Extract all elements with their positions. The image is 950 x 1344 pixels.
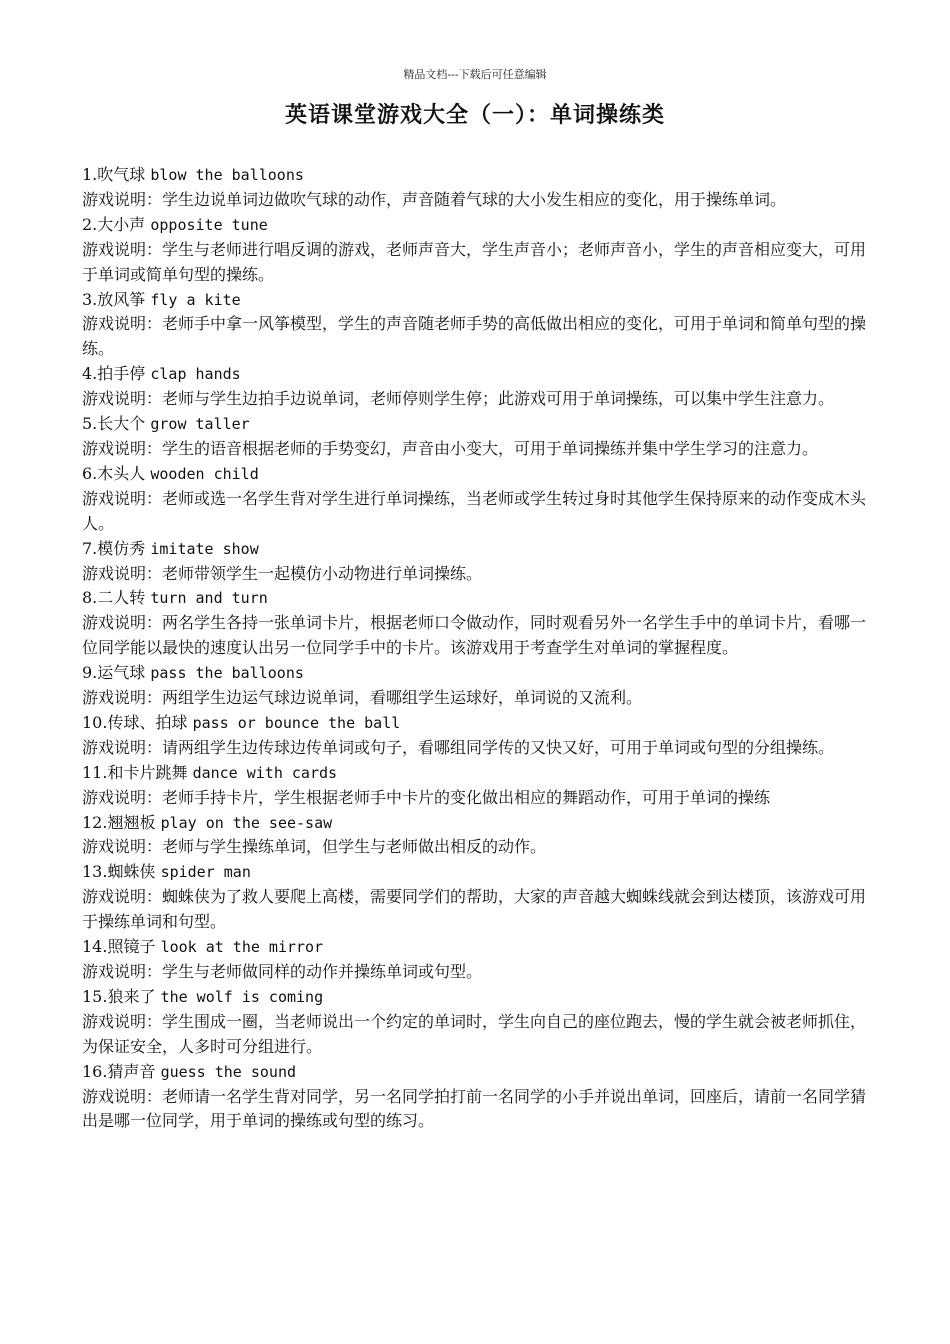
- header-note: 精品文档---下载后可任意编辑: [403, 68, 547, 81]
- description-label: 游戏说明：: [82, 563, 163, 583]
- description-label: 游戏说明：: [82, 887, 163, 907]
- description-label: 游戏说明：: [82, 389, 163, 409]
- game-heading: [82, 661, 882, 686]
- game-list: [82, 163, 882, 1134]
- game-name-english: the wolf is coming: [160, 987, 324, 1006]
- description-text: 老师或选一名学生背对学生进行单词操练，当老师或学生转过身时其他学生保持原来的动作变成木头人。: [82, 488, 867, 533]
- game-item: [82, 412, 882, 462]
- game-item: [82, 711, 882, 761]
- game-name-chinese: 翘翘板: [107, 812, 156, 832]
- game-number: 16.: [82, 1061, 108, 1081]
- description-label: 游戏说明：: [82, 737, 163, 757]
- game-name-chinese: 猜声音: [107, 1061, 156, 1081]
- game-name-chinese: 照镜子: [107, 937, 156, 957]
- game-heading: [82, 288, 882, 313]
- game-heading: [82, 985, 882, 1010]
- game-item: [82, 985, 882, 1060]
- game-name-english: grow taller: [150, 415, 250, 434]
- description-text: 蜘蛛侠为了救人要爬上高楼，需要同学们的帮助，大家的声音越大蜘蛛线就会到达楼顶，该游戏可用于操练单词和句型。: [82, 887, 867, 932]
- game-description: [82, 786, 882, 811]
- game-description: [82, 238, 882, 288]
- game-item: [82, 163, 882, 213]
- description-text: 老师与学生操练单词，但学生与老师做出相反的动作。: [162, 837, 547, 857]
- game-number: 11.: [82, 762, 108, 782]
- description-text: 学生与老师进行唱反调的游戏，老师声音大，学生声音小；老师声音小，学生的声音相应变大，可用于单词或简单句型的操练。: [82, 239, 867, 284]
- game-item: [82, 586, 882, 661]
- description-label: 游戏说明：: [82, 189, 163, 209]
- game-item: [82, 213, 882, 288]
- game-name-english: fly a kite: [150, 290, 241, 309]
- description-text: 学生围成一圈，当老师说出一个约定的单词时，学生向自己的座位跑去，慢的学生就会被老师抓住，为保证安全，人多时可分组进行。: [82, 1011, 867, 1056]
- game-description: [82, 562, 882, 587]
- game-description: [82, 437, 882, 462]
- game-name-chinese: 传球、拍球: [107, 712, 188, 732]
- game-description: [82, 1085, 882, 1135]
- document-title: 英语课堂游戏大全（一）：单词操练类: [284, 102, 665, 128]
- game-name-chinese: 长大个: [97, 414, 146, 434]
- game-description: [82, 387, 882, 412]
- description-text: 请两组学生边传球边传单词或句子，看哪组同学传的又快又好，可用于单词或句型的分组操练。: [162, 737, 835, 757]
- game-item: [82, 761, 882, 811]
- game-name-english: imitate show: [150, 539, 259, 558]
- game-name-english: play on the see-saw: [160, 813, 333, 832]
- game-number: 1.: [82, 165, 98, 184]
- game-number: 6.: [82, 463, 98, 483]
- game-name-english: pass or bounce the ball: [192, 713, 401, 732]
- game-heading: [82, 163, 882, 188]
- game-name-english: guess the sound: [160, 1062, 297, 1081]
- game-heading: [82, 761, 882, 786]
- game-name-chinese: 模仿秀: [97, 538, 146, 558]
- game-number: 12.: [82, 812, 108, 832]
- game-heading: [82, 860, 882, 885]
- description-text: 老师请一名学生背对同学，另一名同学拍打前一名同学的小手并说出单词，回座后，请前一名同学猜出是哪一位同学，用于单词的操练或句型的练习。: [82, 1086, 867, 1131]
- game-description: [82, 960, 882, 985]
- game-name-english: opposite tune: [150, 215, 268, 234]
- description-label: 游戏说明：: [82, 314, 163, 334]
- description-text: 老师带领学生一起模仿小动物进行单词操练。: [162, 563, 483, 583]
- game-item: [82, 935, 882, 985]
- description-label: 游戏说明：: [82, 488, 163, 508]
- game-heading: [82, 537, 882, 562]
- game-description: [82, 686, 882, 711]
- game-description: [82, 736, 882, 761]
- game-description: [82, 487, 882, 537]
- game-name-english: clap hands: [150, 365, 241, 384]
- game-item: [82, 860, 882, 935]
- game-heading: [82, 213, 882, 238]
- description-label: 游戏说明：: [82, 1011, 163, 1031]
- game-name-english: spider man: [160, 863, 251, 882]
- game-name-chinese: 放风筝: [97, 289, 146, 309]
- game-name-chinese: 二人转: [97, 588, 146, 608]
- description-text: 两名学生各持一张单词卡片，根据老师口令做动作，同时观看另外一名学生手中的单词卡片，看哪一位同学能以最快的速度认出另一位同学手中的卡片。该游戏用于考查学生对单词的掌握程度。: [82, 613, 867, 658]
- game-description: [82, 1010, 882, 1060]
- game-item: [82, 462, 882, 537]
- description-text: 老师手持卡片，学生根据老师手中卡片的变化做出相应的舞蹈动作，可用于单词的操练: [162, 787, 771, 807]
- game-heading: [82, 412, 882, 437]
- game-number: 13.: [82, 862, 108, 882]
- game-description: [82, 885, 882, 935]
- game-number: 15.: [82, 986, 108, 1006]
- game-name-english: blow the balloons: [150, 166, 304, 184]
- game-name-english: pass the balloons: [150, 664, 304, 683]
- description-text: 学生的语音根据老师的手势变幻，声音由小变大，可用于单词操练并集中学生学习的注意力。: [162, 438, 819, 458]
- game-name-chinese: 狼来了: [107, 986, 156, 1006]
- game-item: [82, 1060, 882, 1135]
- game-number: 5.: [82, 414, 98, 434]
- game-number: 4.: [82, 364, 98, 384]
- game-heading: [82, 811, 882, 836]
- game-name-chinese: 木头人: [97, 463, 146, 483]
- game-item: [82, 537, 882, 587]
- game-name-chinese: 大小声: [97, 214, 146, 234]
- description-text: 老师手中拿一风筝模型，学生的声音随老师手势的高低做出相应的变化，可用于单词和简单句型的操练。: [82, 314, 867, 359]
- game-heading: [82, 362, 882, 387]
- description-label: 游戏说明：: [82, 1086, 163, 1106]
- game-name-chinese: 运气球: [97, 663, 146, 683]
- game-description: [82, 312, 882, 362]
- game-name-english: dance with cards: [192, 763, 338, 782]
- game-description: [82, 188, 882, 213]
- description-text: 学生与老师做同样的动作并操练单词或句型。: [162, 962, 483, 981]
- game-name-chinese: 蜘蛛侠: [107, 862, 156, 882]
- game-number: 7.: [82, 538, 98, 558]
- description-text: 学生边说单词边做吹气球的动作，声音随着气球的大小发生相应的变化，用于操练单词。: [162, 189, 787, 209]
- description-text: 老师与学生边拍手边说单词，老师停则学生停；此游戏可用于单词操练，可以集中学生注意力。: [162, 389, 835, 409]
- game-heading: [82, 1060, 882, 1085]
- game-heading: [82, 711, 882, 736]
- description-label: 游戏说明：: [82, 837, 163, 857]
- game-description: [82, 611, 882, 661]
- game-name-chinese: 吹气球: [97, 165, 146, 184]
- description-label: 游戏说明：: [82, 613, 163, 633]
- game-heading: [82, 586, 882, 611]
- game-number: 3.: [82, 289, 98, 309]
- game-item: [82, 811, 882, 861]
- game-name-chinese: 拍手停: [97, 364, 146, 384]
- game-number: 8.: [82, 588, 98, 608]
- game-heading: [82, 935, 882, 960]
- game-description: [82, 835, 882, 860]
- description-label: 游戏说明：: [82, 239, 163, 259]
- description-label: 游戏说明：: [82, 688, 163, 708]
- description-text: 两组学生边运气球边说单词，看哪组学生运球好，单词说的又流利。: [162, 688, 643, 708]
- description-label: 游戏说明：: [82, 962, 163, 981]
- description-label: 游戏说明：: [82, 438, 163, 458]
- game-name-chinese: 和卡片跳舞: [107, 762, 188, 782]
- game-item: [82, 661, 882, 711]
- game-item: [82, 362, 882, 412]
- game-name-english: turn and turn: [150, 589, 268, 608]
- game-name-english: wooden child: [150, 464, 259, 483]
- game-number: 14.: [82, 937, 108, 957]
- game-item: [82, 288, 882, 363]
- game-number: 9.: [82, 663, 98, 683]
- game-name-english: look at the mirror: [160, 938, 324, 957]
- description-label: 游戏说明：: [82, 787, 163, 807]
- game-heading: [82, 462, 882, 487]
- game-number: 10.: [82, 712, 108, 732]
- game-number: 2.: [82, 214, 98, 234]
